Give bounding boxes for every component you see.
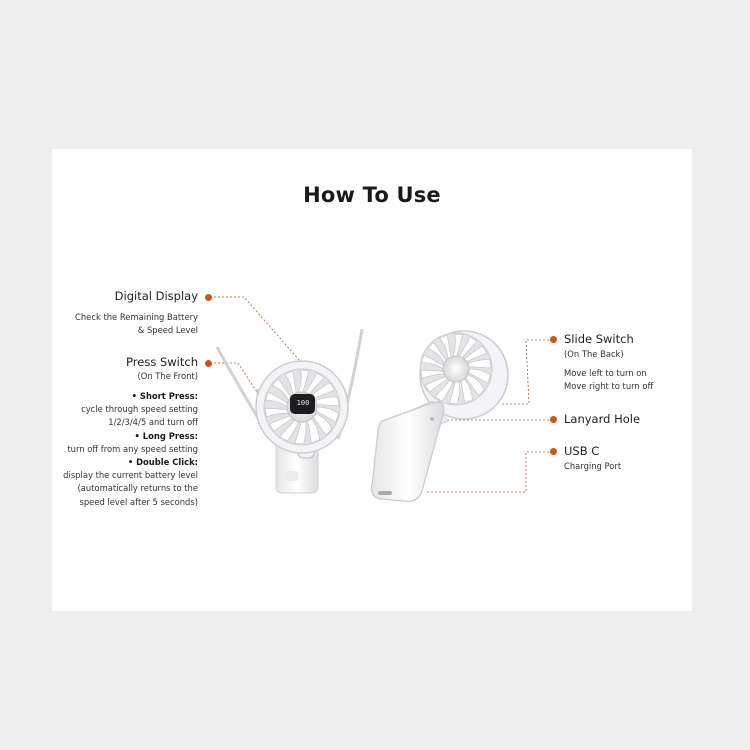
long-press-label: • Long Press: [134, 430, 198, 441]
double-click-line-1: display the current battery level [63, 470, 198, 481]
press-switch-instructions [18, 390, 198, 509]
press-switch-sub: (On The Front) [137, 371, 198, 381]
short-press-label: • Short Press: [131, 391, 198, 401]
usb-c-sub: Charging Port [564, 461, 622, 471]
lanyard-hole [430, 417, 434, 421]
page-title: How To Use [303, 183, 441, 207]
slide-switch-desc-1: Move left to turn on [564, 368, 647, 378]
long-press-line-1: turn off from any speed setting [67, 443, 198, 454]
press-switch-dot [205, 360, 212, 367]
usb-c-dot [550, 448, 557, 455]
leader-usb-c [425, 452, 549, 492]
digital-display-label: Digital Display [114, 289, 198, 303]
slide-switch-desc-2: Move right to turn off [564, 381, 654, 391]
usb-c-label: USB C [564, 444, 600, 458]
slide-switch-label: Slide Switch [564, 332, 634, 346]
usb-c-port [378, 491, 392, 495]
lanyard-hole-dot [550, 416, 557, 423]
double-click-line-3: speed level after 5 seconds) [79, 496, 198, 507]
double-click-label: • Double Click: [127, 457, 198, 468]
lanyard-hole-label: Lanyard Hole [564, 412, 641, 426]
double-click-line-2: (automatically returns to the [77, 483, 198, 494]
digital-display-desc-2: & Speed Level [137, 325, 198, 335]
short-press-line-1: cycle through speed setting [81, 404, 198, 415]
slide-switch-dot [550, 336, 557, 343]
right-fan-handle [372, 401, 448, 501]
leader-digital-display [214, 297, 300, 361]
digital-display-dot [205, 294, 212, 301]
how-to-use-card [52, 149, 692, 611]
display-readout: 100 [296, 399, 310, 407]
left-fan-head [256, 361, 348, 453]
slide-switch-sub: (On The Back) [564, 349, 624, 359]
press-switch-label: Press Switch [126, 355, 198, 369]
digital-display-desc-1: Check the Remaining Battery [75, 312, 198, 322]
short-press-line-2: 1/2/3/4/5 and turn off [108, 417, 198, 428]
